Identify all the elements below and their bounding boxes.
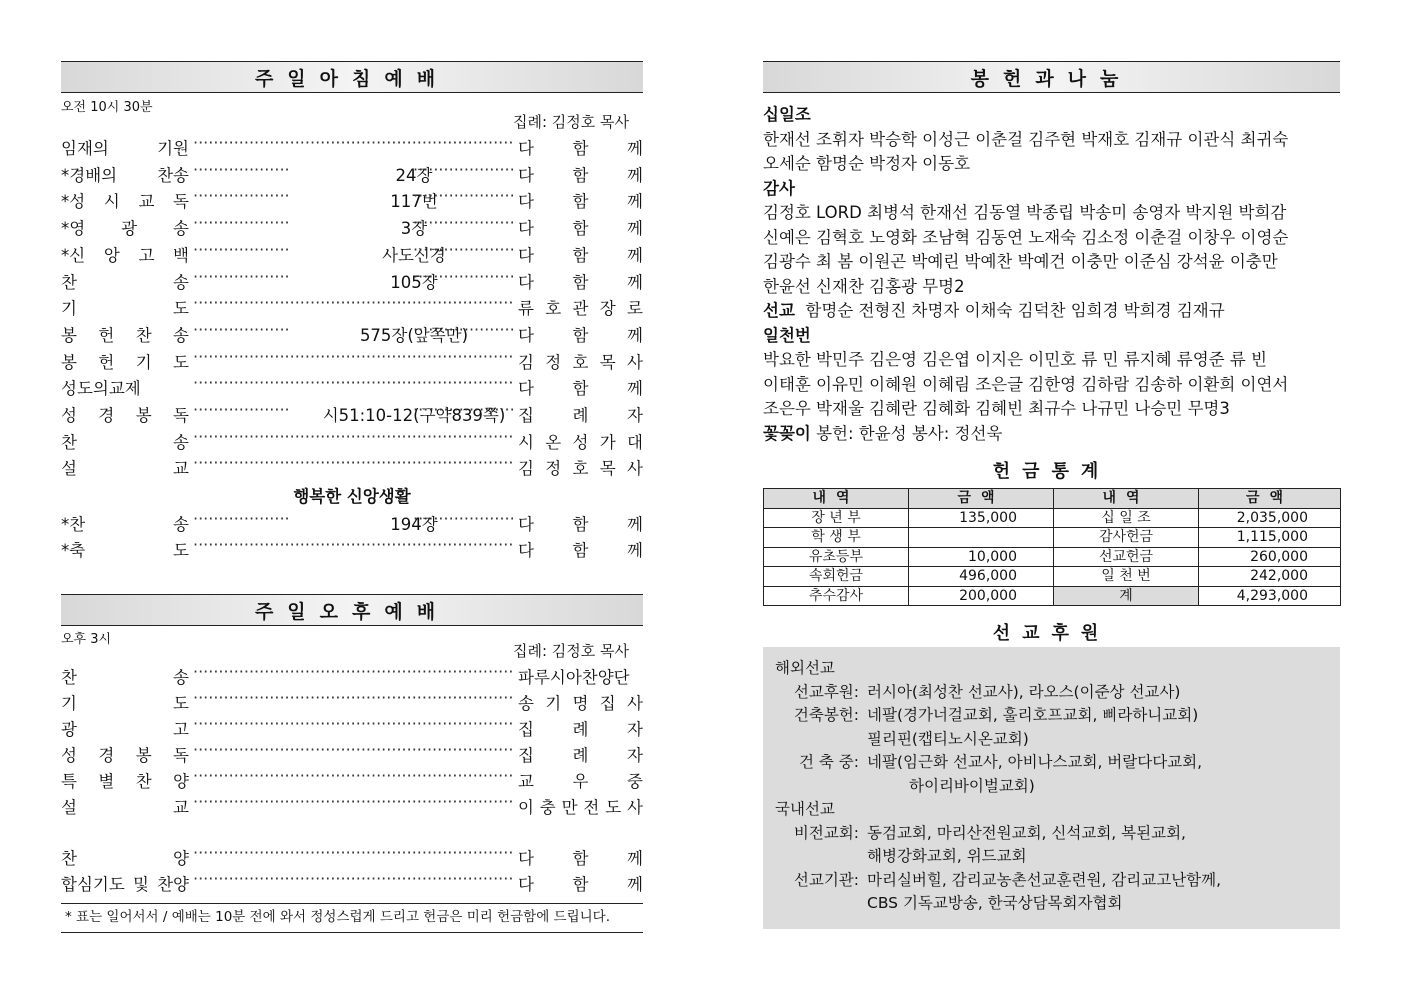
table-row (764, 508, 1341, 528)
list-item (61, 768, 643, 790)
order-label: *찬 송 (61, 515, 189, 534)
stats-header-cell: 내역 (764, 489, 909, 509)
flower-label: 꽃꽂이 (763, 423, 811, 443)
org-row (775, 869, 1328, 916)
order-leader: 다 함 께 (518, 541, 643, 560)
support-row (775, 681, 1328, 705)
missions-box (763, 647, 1340, 929)
leader-dots (193, 688, 514, 710)
thousand-names-3: 조은우 박재울 김혜란 김혜화 김혜빈 최규수 나규민 나승민 무명3 (763, 399, 1230, 418)
list-item (61, 742, 643, 764)
morning-presider: 집례: 김정호 목사 (513, 113, 630, 131)
stats-cell: 유초등부 (764, 547, 909, 567)
thanks-names-3: 김광수 최 봄 이원곤 박예린 박예찬 박예건 이충만 이준심 강석윤 이충만 (763, 252, 1278, 271)
order-label: 봉 헌 찬 송 (61, 325, 189, 345)
stats-table (763, 488, 1341, 606)
order-leader: 김 정 호 목 사 (518, 352, 643, 372)
building-text-1: 네팔(경가너걸교회, 훌리호프교회, 삐라하니교회) (867, 706, 1199, 724)
order-value: 194장 (390, 515, 438, 534)
leader-dots (193, 347, 514, 369)
order-label: 특 별 찬 양 (61, 772, 189, 791)
order-label: 광 고 (61, 720, 189, 739)
leader-dots (193, 186, 289, 208)
order-leader: 다 함 께 (518, 219, 643, 239)
order-value: 575장(앞쪽만) (359, 325, 469, 345)
leader-dots (193, 240, 289, 262)
order-leader: 시 온 성 가 대 (518, 432, 643, 452)
vision-label: 비전교회: (793, 823, 859, 842)
order-leader: 교 우 중 (518, 772, 643, 791)
vision-text-2: 해병강화교회, 위드교회 (867, 847, 1027, 865)
table-row (764, 528, 1341, 548)
order-leader: 다 함 께 (518, 379, 643, 399)
list-item (61, 871, 643, 893)
order-value: 시51:10-12(구약839쪽) (322, 406, 506, 425)
list-item (61, 845, 643, 867)
stats-cell (909, 528, 1054, 548)
list-item (61, 322, 643, 344)
order-label: *영 광 송 (61, 219, 189, 239)
list-item (61, 716, 643, 738)
order-leader: 집 례 자 (518, 406, 643, 425)
order-label: *축 도 (61, 541, 189, 560)
order-label: 성 경 봉 독 (61, 406, 189, 425)
stats-cell: 십 일 조 (1054, 508, 1199, 528)
list-item (61, 295, 643, 317)
tithe-label: 십일조 (763, 105, 811, 124)
order-value: 3장 (400, 219, 428, 239)
leader-dots (413, 267, 513, 289)
stats-cell: 선교헌금 (1054, 547, 1199, 567)
order-leader: 류 호 관 장 로 (518, 299, 643, 319)
order-label: 설 교 (61, 798, 189, 817)
order-leader: 집 례 자 (518, 720, 643, 739)
order-value: 24장 (395, 165, 433, 185)
order-label: *경배의 찬송 (61, 165, 189, 185)
leader-dots (193, 662, 514, 684)
stats-title: 헌금통계 (992, 461, 1111, 482)
leader-dots (193, 843, 514, 865)
order-label: 봉 헌 기 도 (61, 352, 189, 372)
leader-dots (413, 320, 513, 342)
morning-service-title: 주일아침예배 (254, 67, 450, 90)
leader-dots (193, 400, 289, 422)
order-label: 임재의 기원 (61, 139, 189, 158)
leader-dots (193, 267, 289, 289)
leader-dots (193, 535, 514, 557)
stats-header-cell: 내역 (1054, 489, 1199, 509)
list-item (61, 429, 643, 451)
leader-dots (193, 453, 514, 475)
construction-text-2: 하이리바이벌교회) (909, 776, 1035, 795)
table-row (764, 586, 1341, 606)
list-item (61, 402, 643, 424)
leader-dots (193, 293, 514, 315)
stats-cell: 10,000 (909, 547, 1054, 567)
domestic-label: 국내선교 (775, 800, 835, 818)
stats-cell: 135,000 (909, 508, 1054, 528)
vision-text-1: 동검교회, 마리산전원교회, 신석교회, 복된교회, (867, 823, 1186, 842)
leader-dots (193, 792, 514, 814)
list-item (61, 511, 643, 533)
leader-dots (413, 160, 513, 182)
list-item (61, 690, 643, 712)
leader-dots (193, 133, 514, 155)
list-item (61, 537, 643, 559)
order-leader: 다 함 께 (518, 515, 643, 534)
order-leader: 송 기 명 집 사 (518, 694, 643, 713)
leader-dots (413, 400, 513, 422)
order-label: 찬 양 (61, 849, 189, 868)
order-leader: 다 함 께 (518, 875, 643, 894)
order-label: 성 경 봉 독 (61, 746, 189, 765)
table-row (764, 547, 1341, 567)
order-label: 기 도 (61, 694, 189, 713)
tithe-names-1: 한재선 조휘자 박승학 이성근 이춘걸 김주현 박재호 김재규 이관식 최귀숙 (763, 129, 1289, 149)
thousand-names-1: 박요한 박민주 김은영 김은엽 이지은 이민호 류 민 류지혜 류영준 류 빈 (763, 350, 1267, 369)
afternoon-service-header (61, 594, 643, 626)
stats-cell: 추수감사 (764, 586, 909, 606)
support-text: 러시아(최성찬 선교사), 라오스(이준상 선교사) (867, 682, 1181, 701)
org-text-1: 마리실버힐, 감리교농촌선교훈련원, 감리교고난함께, (867, 870, 1222, 889)
offering-header (763, 61, 1340, 93)
stats-cell: 260,000 (1199, 547, 1341, 567)
order-label: *성 시 교 독 (61, 192, 189, 212)
leader-dots (413, 186, 513, 208)
order-value: 사도신경 (382, 245, 446, 265)
mission-line (763, 299, 1340, 324)
order-leader: 다 함 께 (518, 165, 643, 185)
stats-cell: 일 천 번 (1054, 567, 1199, 587)
stats-cell: 계 (1054, 586, 1199, 606)
list-item (61, 269, 643, 291)
leader-dots (193, 766, 514, 788)
order-label: 기 도 (61, 299, 189, 319)
leader-dots (193, 869, 514, 891)
flower-text: 봉헌: 한윤성 봉사: 정선욱 (816, 423, 1003, 443)
order-label: 찬 송 (61, 668, 189, 687)
thousand-names-2: 이태훈 이유민 이혜원 이혜림 조은글 김한영 김하람 김송하 이환희 이연서 (763, 374, 1289, 394)
order-value: 105장 (390, 272, 438, 292)
afternoon-presider: 집례: 김정호 목사 (513, 642, 630, 660)
leader-dots (413, 509, 513, 531)
offering-section (763, 103, 1340, 446)
order-leader: 파루시아찬양단 (518, 668, 630, 687)
order-leader: 다 함 께 (518, 139, 643, 158)
order-label: *신 앙 고 백 (61, 245, 189, 265)
leader-dots (193, 509, 289, 531)
mission-names: 함명순 전형진 차명자 이채숙 김덕찬 임희경 박희경 김재규 (805, 301, 1225, 320)
order-leader: 다 함 께 (518, 849, 643, 868)
stats-cell: 200,000 (909, 586, 1054, 606)
stats-cell: 속회헌금 (764, 567, 909, 587)
stats-header-cell: 금액 (1199, 489, 1341, 509)
list-item (61, 664, 643, 686)
tithe-names-2: 오세순 함명순 박정자 이동호 (763, 154, 971, 173)
footnote: * 표는 일어서서 / 예배는 10분 전에 와서 정성스럽게 드리고 헌금은 미리 헌금함에 드립니다. (61, 903, 643, 933)
list-item (61, 135, 643, 157)
list-item (61, 794, 643, 816)
stats-cell: 1,115,000 (1199, 528, 1341, 548)
table-row (764, 567, 1341, 587)
leader-dots (193, 373, 514, 395)
list-item (61, 162, 643, 184)
list-item (61, 349, 643, 371)
stats-header-row (764, 489, 1341, 509)
stats-header-cell: 금액 (909, 489, 1054, 509)
list-item (61, 215, 643, 237)
order-label: 찬 송 (61, 432, 189, 452)
sermon-title: 행복한 신앙생활 (293, 487, 411, 506)
leader-dots (413, 213, 513, 235)
order-leader: 집 례 자 (518, 746, 643, 765)
building-row (775, 704, 1328, 751)
afternoon-service-title: 주일오후예배 (254, 600, 450, 623)
morning-time: 오전 10시 30분 (61, 100, 153, 115)
thanks-names-1: 김정호 LORD 최병석 한재선 김동열 박종립 박송미 송영자 박지원 박희감 (763, 203, 1287, 222)
thanks-names-2: 신예은 김혁호 노영화 조남혁 김동연 노재숙 김소정 이춘걸 이창우 이영순 (763, 227, 1289, 247)
support-label: 선교후원: (793, 682, 859, 701)
list-item (61, 375, 643, 397)
leader-dots (193, 213, 289, 235)
vision-row (775, 822, 1328, 869)
stats-cell: 감사헌금 (1054, 528, 1199, 548)
order-leader: 다 함 께 (518, 192, 643, 212)
building-label: 건축봉헌: (793, 706, 859, 724)
order-label: 성도의교제 (61, 379, 141, 399)
leader-dots (413, 240, 513, 262)
leader-dots (193, 160, 289, 182)
thousand-label: 일천번 (763, 325, 811, 345)
construction-text-1: 네팔(임근화 선교사, 아비나스교회, 버랄다다교회, (867, 753, 1203, 771)
org-text-2: CBS 기독교방송, 한국상담목회자협회 (867, 894, 1123, 912)
stats-cell: 496,000 (909, 567, 1054, 587)
afternoon-time: 오후 3시 (61, 632, 112, 647)
mission-label: 선교 (763, 301, 795, 320)
order-label: 찬 송 (61, 272, 189, 292)
leader-dots (193, 320, 289, 342)
list-item (61, 188, 643, 210)
construction-row (775, 751, 1328, 798)
offering-title: 봉헌과나눔 (970, 67, 1133, 90)
thanks-label: 감사 (763, 178, 795, 198)
order-leader: 이 충 만 전 도 사 (518, 798, 643, 817)
order-leader: 다 함 께 (518, 272, 643, 292)
list-item (61, 242, 643, 264)
order-value: 117번 (390, 192, 438, 212)
flower-line (763, 422, 1340, 447)
order-leader: 다 함 께 (518, 325, 643, 345)
stats-cell: 4,293,000 (1199, 586, 1341, 606)
order-leader: 다 함 께 (518, 245, 643, 265)
building-text-2: 필리핀(캡티노시온교회) (867, 729, 1029, 748)
order-label: 설 교 (61, 459, 189, 479)
overseas-label: 해외선교 (775, 659, 835, 677)
thanks-names-4: 한윤선 신재찬 김홍광 무명2 (763, 276, 965, 296)
construction-label: 건 축 중: (799, 753, 859, 771)
leader-dots (193, 427, 514, 449)
org-label: 선교기관: (793, 870, 859, 889)
order-leader: 김 정 호 목 사 (518, 459, 643, 479)
list-item (61, 455, 643, 477)
stats-cell: 장 년 부 (764, 508, 909, 528)
morning-service-header (61, 61, 643, 93)
leader-dots (193, 740, 514, 762)
missions-title: 선교후원 (992, 623, 1111, 644)
stats-cell: 2,035,000 (1199, 508, 1341, 528)
leader-dots (193, 714, 514, 736)
stats-cell: 학 생 부 (764, 528, 909, 548)
order-label: 합심기도 및 찬양 (61, 875, 189, 894)
stats-cell: 242,000 (1199, 567, 1341, 587)
